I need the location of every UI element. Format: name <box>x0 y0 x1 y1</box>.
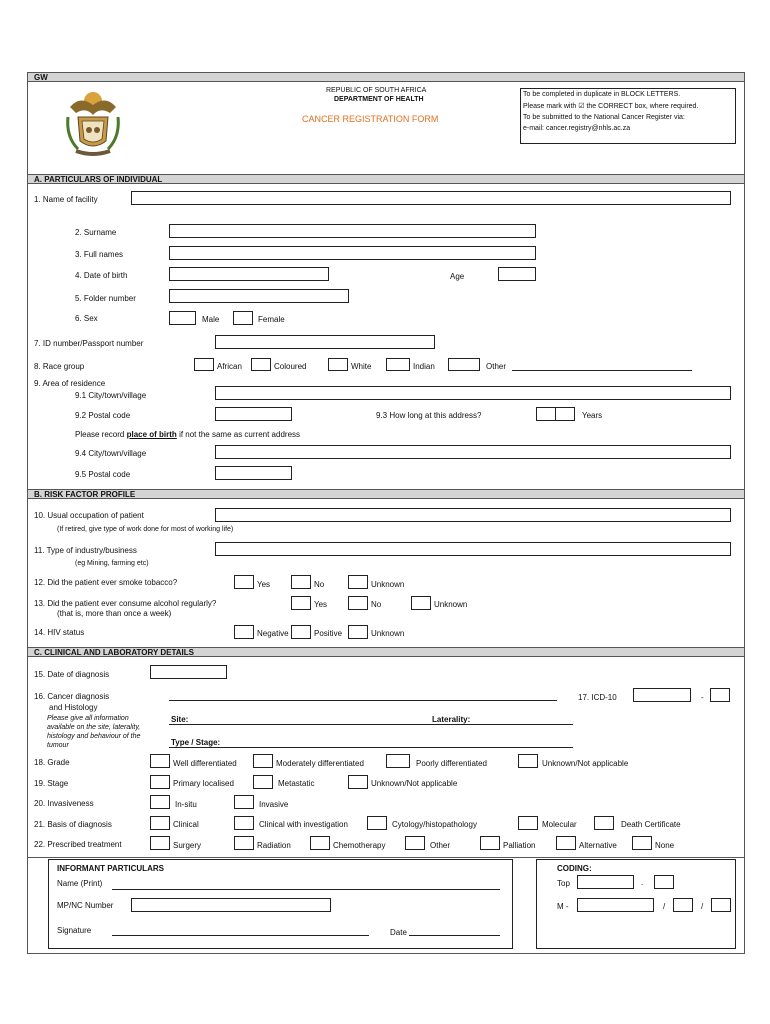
race-indian-checkbox[interactable] <box>386 358 410 371</box>
informant-name-label: Name (Print) <box>57 879 103 888</box>
inv-invasive-checkbox[interactable] <box>234 795 254 809</box>
cancer-dx-line[interactable] <box>169 700 557 701</box>
hiv-option-label: Unknown <box>371 629 405 638</box>
basis-option-label: Clinical with investigation <box>259 820 348 829</box>
instruction-line: Please mark with ☑ the CORRECT box, where required. <box>523 103 699 110</box>
registration-form <box>27 72 745 954</box>
icd-suffix-input[interactable] <box>710 688 730 702</box>
folder-label: 5. Folder number <box>75 294 136 303</box>
informant-signature-line[interactable] <box>112 935 369 936</box>
informant-date-line[interactable] <box>409 935 500 936</box>
race-coloured-checkbox[interactable] <box>251 358 271 371</box>
dob-input[interactable] <box>169 267 329 281</box>
coding-m-grade-input[interactable] <box>711 898 731 912</box>
basis-option-label: Molecular <box>542 820 577 829</box>
grade-option-label: Unknown/Not applicable <box>542 759 629 768</box>
postal2-label: 9.5 Postal code <box>75 470 131 479</box>
dx-note-line: histology and behaviour of the <box>47 733 141 740</box>
birth-note-post: if not the same as current address <box>179 430 301 439</box>
icd-label: 17. ICD-10 <box>578 693 617 702</box>
race-other-checkbox[interactable] <box>448 358 480 371</box>
smoke-option-label: Yes <box>257 580 271 589</box>
coding-m-label: M - <box>557 902 569 911</box>
coding-slash: / <box>701 902 704 911</box>
smoke-yes-checkbox[interactable] <box>234 575 254 589</box>
race-white-checkbox[interactable] <box>328 358 348 371</box>
full-names-input[interactable] <box>169 246 536 260</box>
coding-top-input[interactable] <box>577 875 634 889</box>
country-name: REPUBLIC OF SOUTH AFRICA <box>326 87 427 94</box>
coding-m-behaviour-input[interactable] <box>673 898 693 912</box>
treat-palliation-checkbox[interactable] <box>480 836 500 850</box>
section-c-header <box>28 647 744 657</box>
sex-male-label: Male <box>202 315 220 324</box>
informant-mp-label: MP/NC Number <box>57 901 114 910</box>
section-b-header <box>28 489 744 499</box>
race-african-checkbox[interactable] <box>194 358 214 371</box>
hiv-unknown-checkbox[interactable] <box>348 625 368 639</box>
full-names-label: 3. Full names <box>75 250 124 259</box>
coding-slash: / <box>663 902 666 911</box>
section-a-header <box>28 174 744 184</box>
dob-label: 4. Date of birth <box>75 271 128 280</box>
informant-name-line[interactable] <box>112 889 500 890</box>
treat-radiation-checkbox[interactable] <box>234 836 254 850</box>
city-input[interactable] <box>215 386 731 400</box>
instruction-line: e-mail: cancer.registry@nhls.ac.za <box>523 125 631 132</box>
sex-male-checkbox[interactable] <box>169 311 196 325</box>
basis-death-cert-checkbox[interactable] <box>594 816 614 830</box>
city-label: 9.1 City/town/village <box>75 391 147 400</box>
years-input-2[interactable] <box>555 407 575 421</box>
cancer-dx-label: 16. Cancer diagnosis <box>34 692 110 701</box>
years-input-1[interactable] <box>536 407 556 421</box>
section-a-title: A. PARTICULARS OF INDIVIDUAL <box>34 175 163 184</box>
dx-note-line: tumour <box>47 742 69 749</box>
basis-cytology-checkbox[interactable] <box>367 816 387 830</box>
treat-option-label: Palliation <box>503 841 536 850</box>
coding-top-decimal-input[interactable] <box>654 875 674 889</box>
coat-of-arms-emblem <box>60 87 126 159</box>
treat-option-label: Alternative <box>579 841 617 850</box>
alcohol-option-label: Yes <box>314 600 328 609</box>
dx-note-line: available on the site, laterality, <box>47 724 141 731</box>
section-c-title: C. CLINICAL AND LABORATORY DETAILS <box>34 648 194 657</box>
hiv-option-label: Negative <box>257 629 289 638</box>
alcohol-option-label: Unknown <box>434 600 468 609</box>
basis-clinical-inv-checkbox[interactable] <box>234 816 254 830</box>
form-code: GW <box>34 73 48 82</box>
grade-poorly-checkbox[interactable] <box>386 754 410 768</box>
instructions-box <box>520 88 736 144</box>
birth-note <box>75 430 300 439</box>
industry-note: (eg Mining, farming etc) <box>75 560 149 567</box>
treat-option-label: None <box>655 841 675 850</box>
how-long-label: 9.3 How long at this address? <box>376 411 482 420</box>
coding-dot: . <box>641 878 644 887</box>
form-title: CANCER REGISTRATION FORM <box>302 114 439 124</box>
hiv-positive-checkbox[interactable] <box>291 625 311 639</box>
race-option-label: Indian <box>413 362 435 371</box>
basis-option-label: Cytology/histopathology <box>392 820 477 829</box>
coding-m-input[interactable] <box>577 898 654 912</box>
hiv-label: 14. HIV status <box>34 628 85 637</box>
date-dx-input[interactable] <box>150 665 227 679</box>
type-stage-line[interactable] <box>169 747 573 748</box>
dx-note-line: Please give all information <box>47 715 129 722</box>
birth-note-pre: Please record <box>75 430 125 439</box>
treat-chemo-checkbox[interactable] <box>310 836 330 850</box>
age-label: Age <box>450 272 465 281</box>
treat-option-label: Chemotherapy <box>333 841 386 850</box>
sex-female-checkbox[interactable] <box>233 311 253 325</box>
basis-molecular-checkbox[interactable] <box>518 816 538 830</box>
informant-date-label: Date <box>390 928 407 937</box>
stage-option-label: Unknown/Not applicable <box>371 779 458 788</box>
grade-option-label: Poorly differentiated <box>416 759 488 768</box>
basis-clinical-checkbox[interactable] <box>150 816 170 830</box>
instruction-line: To be submitted to the National Cancer Register via: <box>523 114 685 121</box>
site-line[interactable] <box>169 724 573 725</box>
alcohol-label: 13. Did the patient ever consume alcohol regularly? <box>34 599 217 608</box>
smoke-option-label: No <box>314 580 325 589</box>
surname-label: 2. Surname <box>75 228 117 237</box>
date-dx-label: 15. Date of diagnosis <box>34 670 110 679</box>
basis-option-label: Death Certificate <box>621 820 681 829</box>
informant-divider <box>28 857 744 858</box>
sex-label: 6. Sex <box>75 314 98 323</box>
sex-female-label: Female <box>258 315 285 324</box>
icd-dash: - <box>701 693 704 702</box>
postal-label: 9.2 Postal code <box>75 411 131 420</box>
industry-label: 11. Type of industry/business <box>34 546 137 555</box>
stage-option-label: Primary localised <box>173 779 234 788</box>
treat-alternative-checkbox[interactable] <box>556 836 576 850</box>
facility-input[interactable] <box>131 191 731 205</box>
race-other-line[interactable] <box>512 370 692 371</box>
alcohol-unknown-checkbox[interactable] <box>411 596 431 610</box>
alcohol-note: (that is, more than once a week) <box>57 609 172 618</box>
informant-title: INFORMANT PARTICULARS <box>57 864 164 873</box>
city2-input[interactable] <box>215 445 731 459</box>
race-option-label: African <box>217 362 242 371</box>
stage-unknown-checkbox[interactable] <box>348 775 368 789</box>
form-code-bar <box>28 72 744 82</box>
occupation-note: (If retired, give type of work done for most of working life) <box>57 526 234 533</box>
grade-well-checkbox[interactable] <box>150 754 170 768</box>
site-label: Site: <box>171 715 189 724</box>
grade-moderate-checkbox[interactable] <box>253 754 273 768</box>
informant-mp-input[interactable] <box>131 898 331 912</box>
department-name: DEPARTMENT OF HEALTH <box>334 96 424 103</box>
residence-label: 9. Area of residence <box>34 379 106 388</box>
treatment-label: 22. Prescribed treatment <box>34 840 122 849</box>
postal-input[interactable] <box>215 407 292 421</box>
stage-metastatic-checkbox[interactable] <box>253 775 273 789</box>
stage-option-label: Metastatic <box>278 779 315 788</box>
grade-option-label: Well differentiated <box>173 759 237 768</box>
smoke-option-label: Unknown <box>371 580 405 589</box>
occupation-input[interactable] <box>215 508 731 522</box>
alcohol-option-label: No <box>371 600 382 609</box>
surname-input[interactable] <box>169 224 536 238</box>
basis-label: 21. Basis of diagnosis <box>34 820 112 829</box>
treat-none-checkbox[interactable] <box>632 836 652 850</box>
inv-option-label: Invasive <box>259 800 289 809</box>
id-label: 7. ID number/Passport number <box>34 339 144 348</box>
hiv-option-label: Positive <box>314 629 343 638</box>
race-option-label: White <box>351 362 372 371</box>
race-label: 8. Race group <box>34 362 85 371</box>
age-input[interactable] <box>498 267 536 281</box>
treat-option-label: Radiation <box>257 841 291 850</box>
occupation-label: 10. Usual occupation of patient <box>34 511 144 520</box>
alcohol-yes-checkbox[interactable] <box>291 596 311 610</box>
icd-input[interactable] <box>633 688 691 702</box>
section-b-title: B. RISK FACTOR PROFILE <box>34 490 136 499</box>
city2-label: 9.4 City/town/village <box>75 449 147 458</box>
informant-box <box>48 859 513 949</box>
postal2-input[interactable] <box>215 466 292 480</box>
folder-input[interactable] <box>169 289 349 303</box>
histology-label: and Histology <box>49 703 98 712</box>
years-label: Years <box>582 411 603 420</box>
facility-label: 1. Name of facility <box>34 195 98 204</box>
inv-insitu-checkbox[interactable] <box>150 795 170 809</box>
smoke-label: 12. Did the patient ever smoke tobacco? <box>34 578 178 587</box>
coding-box <box>536 859 736 949</box>
industry-input[interactable] <box>215 542 731 556</box>
invasiveness-label: 20. Invasiveness <box>34 799 94 808</box>
id-input[interactable] <box>215 335 435 349</box>
stage-primary-checkbox[interactable] <box>150 775 170 789</box>
smoke-unknown-checkbox[interactable] <box>348 575 368 589</box>
treat-option-label: Surgery <box>173 841 202 850</box>
basis-option-label: Clinical <box>173 820 199 829</box>
treat-option-label: Other <box>430 841 451 850</box>
hiv-negative-checkbox[interactable] <box>234 625 254 639</box>
treat-other-checkbox[interactable] <box>405 836 425 850</box>
informant-signature-label: Signature <box>57 926 92 935</box>
inv-option-label: In-situ <box>175 800 197 809</box>
coding-title: CODING: <box>557 864 592 873</box>
treat-surgery-checkbox[interactable] <box>150 836 170 850</box>
race-option-label: Coloured <box>274 362 307 371</box>
race-option-label: Other <box>486 362 507 371</box>
stage-label: 19. Stage <box>34 779 69 788</box>
grade-option-label: Moderately differentiated <box>276 759 364 768</box>
type-stage-label: Type / Stage: <box>171 738 221 747</box>
coding-top-label: Top <box>557 879 570 888</box>
instruction-line: To be completed in duplicate in BLOCK LETTERS. <box>523 91 681 98</box>
alcohol-no-checkbox[interactable] <box>348 596 368 610</box>
smoke-no-checkbox[interactable] <box>291 575 311 589</box>
grade-label: 18. Grade <box>34 758 70 767</box>
birth-note-emphasis: place of birth <box>126 430 177 439</box>
laterality-label: Laterality: <box>432 715 471 724</box>
grade-unknown-checkbox[interactable] <box>518 754 538 768</box>
